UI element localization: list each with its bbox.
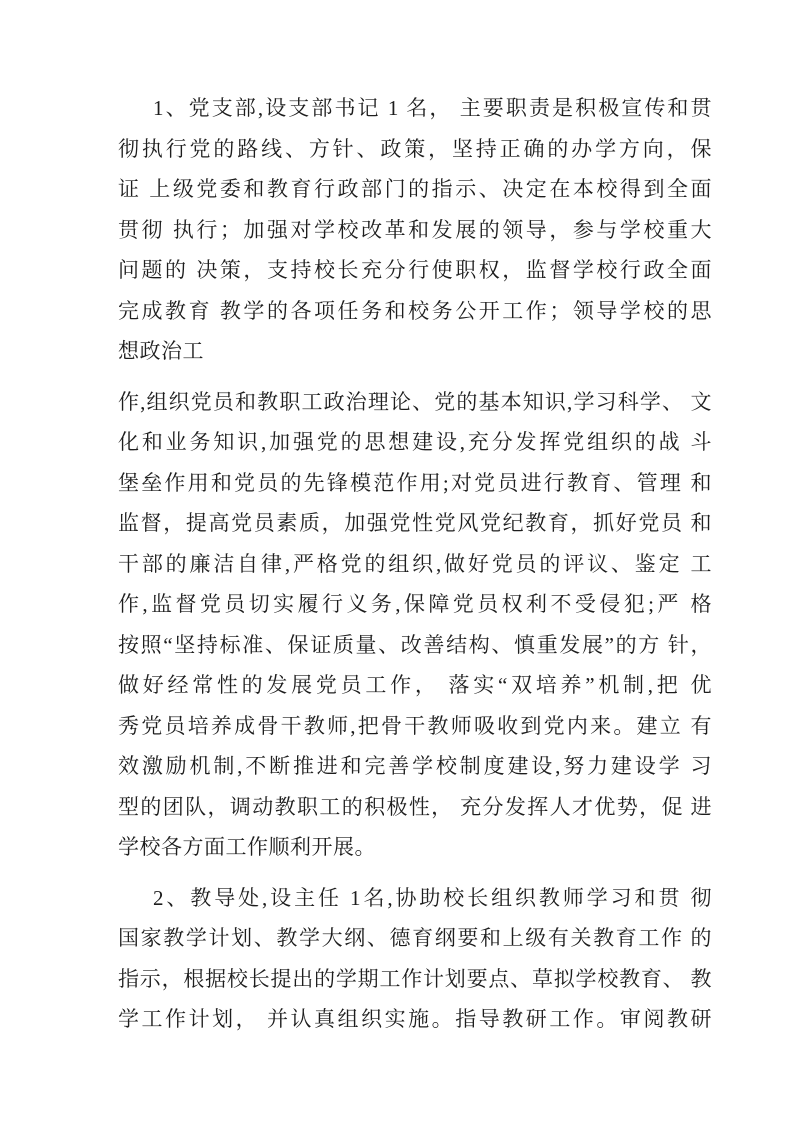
document-body <box>118 88 712 1050</box>
text-line: 作,组织党员和教职工政治理论、党的基本知识,学习科学、 文 <box>118 389 712 414</box>
text-line: 按照“坚持标准、保证质量、改善结构、慎重发展”的方 针， <box>118 632 712 657</box>
text-line: 2、教导处,设主任 1名,协助校长组织教师学习和贯 彻 <box>153 885 712 910</box>
text-line: 指示，根据校长提出的学期工作计划要点、草拟学校教育、 教 <box>118 966 712 991</box>
text-line: 作,监督党员切实履行义务,保障党员权利不受侵犯;严 格 <box>118 592 712 616</box>
text-line: 做好经常性的发展党员工作， 落实“双培养”机制,把 优 <box>118 673 712 697</box>
paragraph-academic-affairs-office <box>118 878 712 1040</box>
text-line: 堡垒作用和党员的先锋模范作用;对党员进行教育、管理 和 <box>118 470 712 495</box>
text-line: 秀党员培养成骨干教师,把骨干教师吸收到党内来。建立 有 <box>118 713 712 738</box>
text-line: 1、党支部,设支部书记 1 名， 主要职责是积极宣传和贯 <box>153 96 712 120</box>
text-line: 问题的 决策，支持校长充分行使职权，监督学校行政全面 <box>118 258 712 282</box>
text-line: 干部的廉洁自律,严格党的组织,做好党员的评议、鉴定 工 <box>118 551 712 576</box>
text-line: 化和业务知识,加强党的思想建设,充分发挥党组织的战 斗 <box>118 430 712 454</box>
text-line: 效激励机制,不断推进和完善学校制度建设,努力建设学 习 <box>118 754 712 778</box>
paragraph-party-branch <box>118 88 712 372</box>
paragraph-party-branch-continued <box>118 382 712 868</box>
text-line: 想政治工 <box>118 339 204 363</box>
text-line: 型的团队，调动教职工的积极性， 充分发挥人才优势，促 进 <box>118 794 712 819</box>
text-line: 证 上级党委和教育行政部门的指示、决定在本校得到全面 <box>118 177 712 201</box>
text-line: 彻执行党的路线、方针、政策，坚持正确的办学方向，保 <box>118 136 712 161</box>
text-line: 国家教学计划、教学大纲、德育纲要和上级有关教育工作 的 <box>118 926 712 950</box>
text-line: 完成教育 教学的各项任务和校务公开工作；领导学校的思 <box>118 298 712 323</box>
text-line: 贯彻 执行；加强对学校改革和发展的领导，参与学校重大 <box>118 217 712 242</box>
text-line: 学校各方面工作顺利开展。 <box>118 835 376 859</box>
text-line: 监督，提高党员素质，加强党性党风党纪教育，抓好党员 和 <box>118 511 712 535</box>
text-line: 学工作计划， 并认真组织实施。指导教研工作。审阅教研 <box>118 1007 712 1031</box>
